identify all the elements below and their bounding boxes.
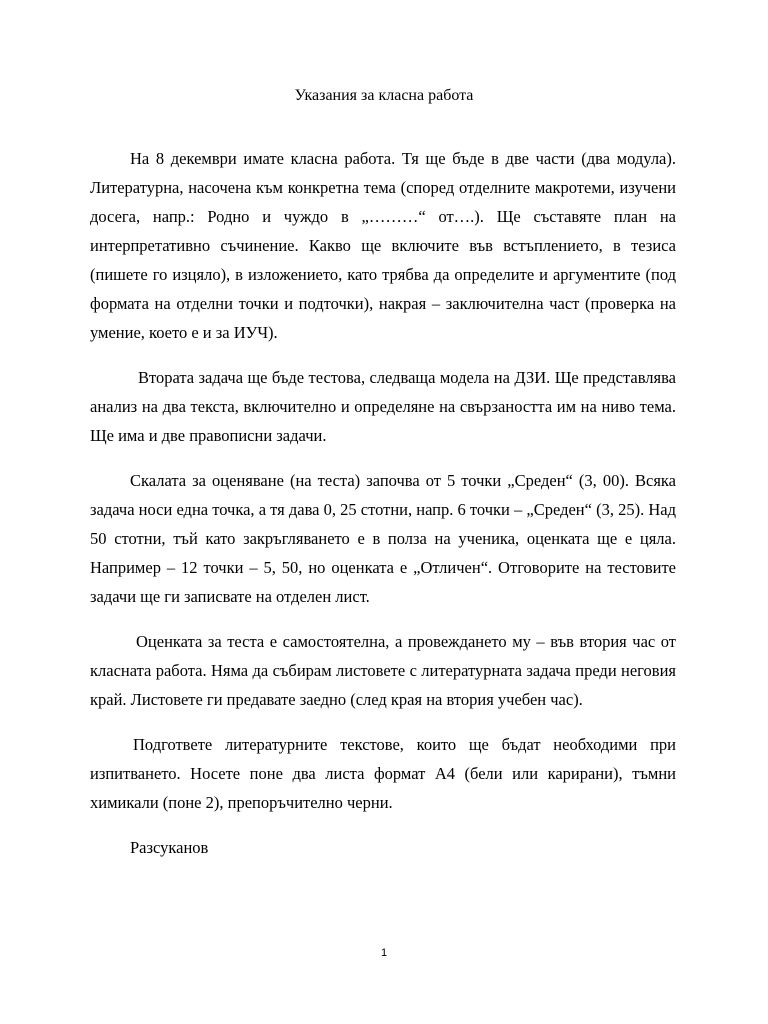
document-body bbox=[90, 144, 676, 862]
paragraph-preparation: Подгответе литературните текстове, които ще бъдат необходими при изпитването. Носете поне два листа формат А4 (бели или карирани), тъмни химикали (поне 2), препоръчително черни. bbox=[90, 735, 676, 812]
document-title: Указания за класна работа bbox=[294, 87, 474, 104]
paragraph-exam-structure: На 8 декември имате класна работа. Тя ще бъде в две части (два модула). Литературна, насочена към конкретна тема (според отделните макротеми, изучени досега, напр.: Родно и чуждо в „………“ от….). Ще съставяте план на интерпретативно съчинение. Какво ще включите във встъплението, в тезиса (пишете го изцяло), в изложението, като трябва да определите и аргументите (под формата на отделни точки и подточки), накрая – заключителна част (проверка на умение, което е и за ИУЧ). bbox=[90, 149, 676, 342]
paragraph-test-task: Втората задача ще бъде тестова, следваща модела на ДЗИ. Ще представлява анализ на два текста, включително и определяне на свързаността им на ниво тема. Ще има и две правописни задачи. bbox=[90, 368, 676, 445]
paragraph-test-assessment: Оценката за теста е самостоятелна, а провеждането му – във втория час от класната работа. Няма да събирам листовете с литературната задача преди неговия край. Листовете ги предавате заедно (след края на втория учебен час). bbox=[90, 632, 676, 709]
author-signature: Разсуканов bbox=[130, 838, 209, 857]
paragraph-grading-scale: Скалата за оценяване (на теста) започва от 5 точки „Среден“ (3, 00). Всяка задача носи една точка, а тя дава 0, 25 стотни, напр. 6 точки – „Среден“ (3, 25). Над 50 стотни, тъй като закръгляването е в полза на ученика, оценката ще е цяла. Например – 12 точки – 5, 50, но оценката е „Отличен“. Отговорите на тестовите задачи ще ги записвате на отделен лист. bbox=[90, 471, 676, 606]
page-number: 1 bbox=[380, 947, 388, 959]
